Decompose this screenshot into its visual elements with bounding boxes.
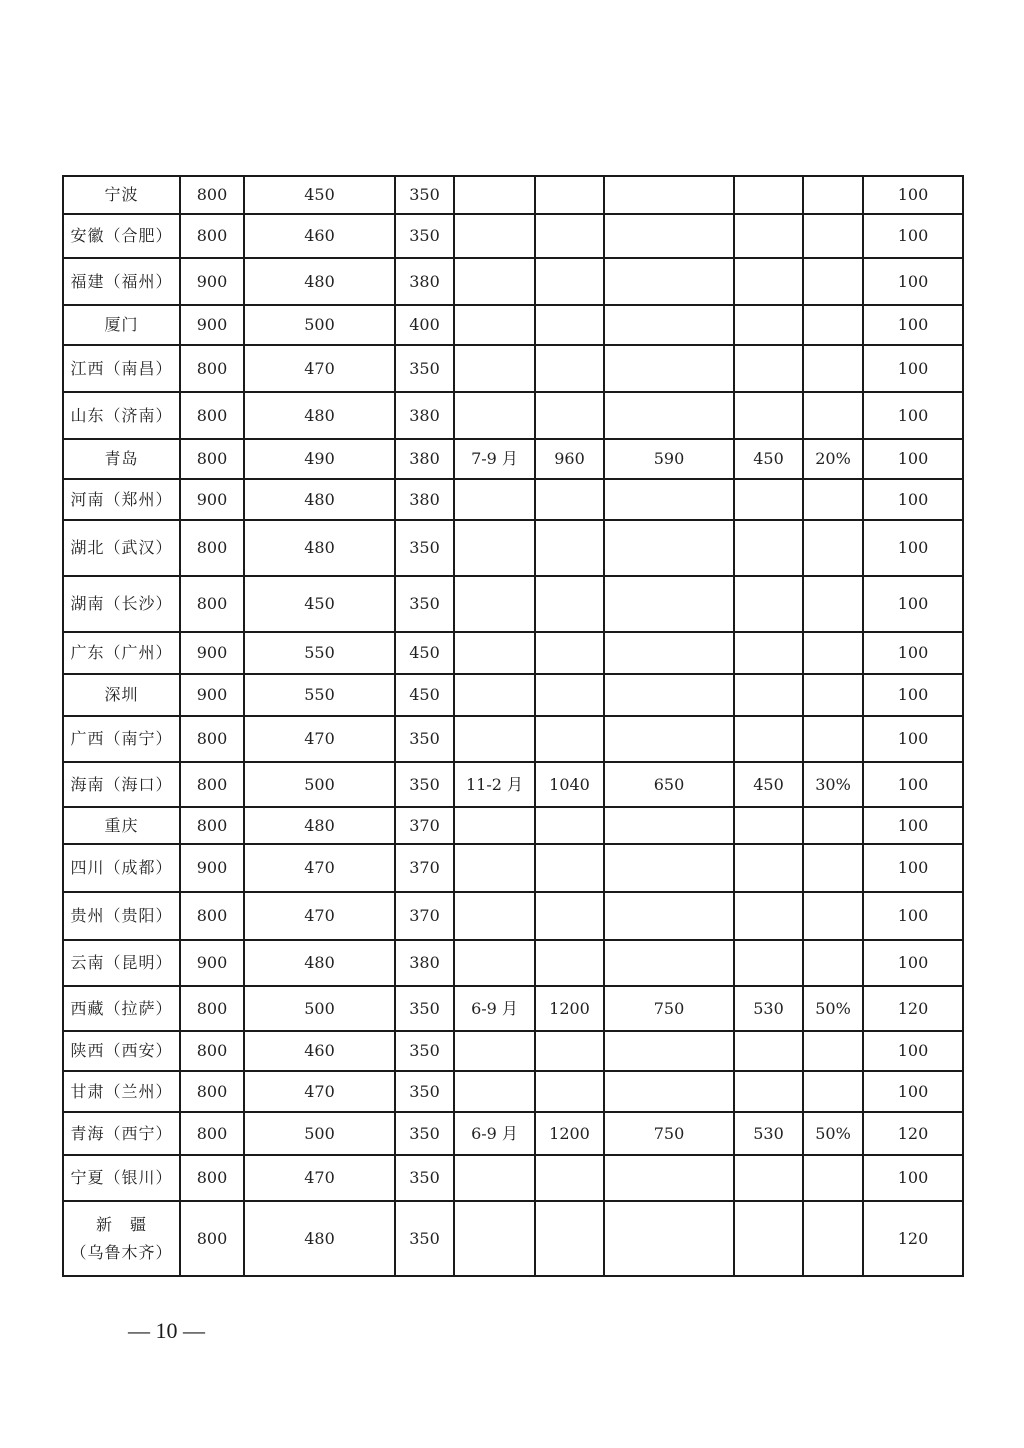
table-row: [63, 1112, 963, 1155]
cell-p1: [535, 1201, 604, 1276]
cell-p2: 750: [604, 1112, 734, 1155]
cell-c3: 380: [395, 479, 454, 520]
table-row: [63, 576, 963, 632]
table-row: [63, 439, 963, 479]
cell-pct: [803, 807, 863, 844]
city-name: 厦门: [104, 315, 139, 335]
cell-c2: 460: [244, 1031, 395, 1071]
city-name: 湖南（长沙）: [70, 594, 173, 614]
cell-c2: 470: [244, 1071, 395, 1112]
cell-c3: 450: [395, 632, 454, 674]
city-cell: [63, 258, 180, 305]
cell-c3: 350: [395, 345, 454, 392]
city-cell: [63, 807, 180, 844]
cell-p1: [535, 844, 604, 892]
cell-p2: [604, 892, 734, 940]
cell-last: 100: [863, 520, 963, 576]
city-cell: [63, 345, 180, 392]
cell-c1: 900: [180, 258, 244, 305]
rates-table: [62, 175, 964, 1277]
table-row: [63, 392, 963, 439]
city-name: 山东（济南）: [70, 405, 173, 425]
cell-period: [454, 844, 535, 892]
cell-period: [454, 1201, 535, 1276]
city-name: 广东（广州）: [70, 643, 173, 663]
cell-c2: 470: [244, 345, 395, 392]
cell-p1: [535, 807, 604, 844]
cell-p3: [734, 576, 803, 632]
cell-period: [454, 940, 535, 986]
city-cell: [63, 392, 180, 439]
city-cell: [63, 305, 180, 345]
cell-c1: 800: [180, 716, 244, 762]
cell-p2: [604, 258, 734, 305]
cell-p3: [734, 176, 803, 214]
cell-p3: [734, 520, 803, 576]
city-name: 宁波: [104, 185, 139, 205]
cell-p3: [734, 479, 803, 520]
cell-c3: 350: [395, 986, 454, 1031]
cell-p2: [604, 674, 734, 716]
cell-c3: 370: [395, 892, 454, 940]
cell-p2: [604, 176, 734, 214]
cell-p2: [604, 576, 734, 632]
cell-p1: [535, 632, 604, 674]
city-name: 河南（郑州）: [70, 489, 173, 509]
cell-c2: 450: [244, 576, 395, 632]
cell-c2: 500: [244, 305, 395, 345]
cell-c1: 800: [180, 1031, 244, 1071]
cell-p3: [734, 1071, 803, 1112]
city-cell: [63, 520, 180, 576]
cell-pct: 50%: [803, 1112, 863, 1155]
cell-c1: 900: [180, 632, 244, 674]
city-cell: [63, 576, 180, 632]
table-row: [63, 940, 963, 986]
cell-c3: 380: [395, 439, 454, 479]
cell-last: 100: [863, 176, 963, 214]
cell-c2: 550: [244, 674, 395, 716]
cell-c2: 480: [244, 1201, 395, 1276]
cell-c2: 480: [244, 520, 395, 576]
cell-pct: [803, 258, 863, 305]
cell-p1: [535, 305, 604, 345]
cell-p1: [535, 716, 604, 762]
cell-period: [454, 345, 535, 392]
cell-period: [454, 807, 535, 844]
cell-p1: 1040: [535, 762, 604, 807]
city-cell: [63, 632, 180, 674]
cell-p1: [535, 479, 604, 520]
cell-period: [454, 520, 535, 576]
cell-p2: [604, 1071, 734, 1112]
cell-period: 6-9 月: [454, 1112, 535, 1155]
cell-c2: 460: [244, 214, 395, 258]
cell-p3: [734, 258, 803, 305]
cell-p3: [734, 892, 803, 940]
cell-p3: [734, 807, 803, 844]
cell-c2: 470: [244, 716, 395, 762]
city-cell: [63, 892, 180, 940]
cell-period: [454, 392, 535, 439]
cell-c2: 470: [244, 1155, 395, 1201]
cell-p1: [535, 1071, 604, 1112]
cell-last: 100: [863, 214, 963, 258]
cell-c2: 470: [244, 844, 395, 892]
cell-c3: 350: [395, 762, 454, 807]
cell-c1: 800: [180, 986, 244, 1031]
cell-period: [454, 1155, 535, 1201]
city-cell: [63, 1071, 180, 1112]
cell-c1: 800: [180, 520, 244, 576]
cell-pct: [803, 520, 863, 576]
cell-c1: 800: [180, 214, 244, 258]
city-name: 海南（海口）: [70, 774, 173, 794]
cell-last: 100: [863, 762, 963, 807]
cell-p2: [604, 1201, 734, 1276]
cell-pct: [803, 892, 863, 940]
cell-period: 11-2 月: [454, 762, 535, 807]
cell-period: [454, 576, 535, 632]
table-row: [63, 1155, 963, 1201]
cell-last: 100: [863, 716, 963, 762]
city-name: 安徽（合肥）: [70, 226, 173, 246]
cell-pct: [803, 1031, 863, 1071]
cell-p1: 960: [535, 439, 604, 479]
cell-last: 120: [863, 1112, 963, 1155]
table-row: [63, 844, 963, 892]
cell-p3: [734, 940, 803, 986]
cell-c3: 350: [395, 176, 454, 214]
cell-last: 100: [863, 345, 963, 392]
city-name: 新 疆: [95, 1215, 147, 1235]
city-cell: [63, 986, 180, 1031]
cell-pct: [803, 392, 863, 439]
cell-p2: [604, 305, 734, 345]
cell-last: 100: [863, 844, 963, 892]
city-cell: [63, 214, 180, 258]
cell-p3: [734, 1155, 803, 1201]
cell-c2: 480: [244, 940, 395, 986]
city-name: 西藏（拉萨）: [70, 998, 173, 1018]
cell-c1: 800: [180, 1112, 244, 1155]
cell-c3: 350: [395, 1071, 454, 1112]
cell-last: 100: [863, 1155, 963, 1201]
cell-c1: 800: [180, 762, 244, 807]
cell-c3: 350: [395, 214, 454, 258]
cell-pct: [803, 1201, 863, 1276]
cell-c2: 480: [244, 258, 395, 305]
cell-p3: [734, 345, 803, 392]
cell-p1: [535, 576, 604, 632]
cell-p1: [535, 258, 604, 305]
cell-c1: 800: [180, 1201, 244, 1276]
cell-p1: [535, 392, 604, 439]
cell-p2: [604, 716, 734, 762]
table-row: [63, 1031, 963, 1071]
cell-p2: [604, 479, 734, 520]
cell-period: [454, 214, 535, 258]
cell-p2: [604, 632, 734, 674]
cell-period: [454, 1071, 535, 1112]
cell-last: 100: [863, 940, 963, 986]
cell-p2: [604, 520, 734, 576]
cell-c2: 480: [244, 392, 395, 439]
table-row: [63, 258, 963, 305]
cell-last: 100: [863, 632, 963, 674]
city-name: 四川（成都）: [70, 858, 173, 878]
table-row: [63, 214, 963, 258]
cell-c3: 350: [395, 716, 454, 762]
table-row: [63, 807, 963, 844]
cell-period: [454, 674, 535, 716]
cell-p3: [734, 1201, 803, 1276]
cell-last: 100: [863, 439, 963, 479]
cell-p3: 450: [734, 439, 803, 479]
cell-pct: [803, 1071, 863, 1112]
cell-c2: 480: [244, 807, 395, 844]
cell-pct: [803, 1155, 863, 1201]
city-name: 江西（南昌）: [70, 358, 173, 378]
cell-p3: [734, 632, 803, 674]
cell-p2: [604, 214, 734, 258]
cell-p2: [604, 844, 734, 892]
cell-pct: [803, 479, 863, 520]
cell-c1: 900: [180, 305, 244, 345]
city-cell: [63, 716, 180, 762]
city-name: 深圳: [104, 685, 139, 705]
cell-p3: [734, 674, 803, 716]
city-cell: [63, 844, 180, 892]
cell-c3: 380: [395, 940, 454, 986]
cell-pct: [803, 844, 863, 892]
city-cell: [63, 439, 180, 479]
table-row: [63, 716, 963, 762]
cell-c2: 450: [244, 176, 395, 214]
cell-period: [454, 892, 535, 940]
cell-p1: [535, 214, 604, 258]
city-name: 青海（西宁）: [70, 1123, 173, 1143]
city-name: 福建（福州）: [70, 271, 173, 291]
cell-p1: [535, 1155, 604, 1201]
cell-last: 100: [863, 892, 963, 940]
cell-p2: [604, 807, 734, 844]
cell-period: [454, 305, 535, 345]
cell-p3: [734, 214, 803, 258]
cell-c2: 470: [244, 892, 395, 940]
page-number: — 10 —: [128, 1318, 205, 1343]
cell-c2: 490: [244, 439, 395, 479]
cell-last: 100: [863, 305, 963, 345]
cell-c3: 400: [395, 305, 454, 345]
cell-period: 7-9 月: [454, 439, 535, 479]
city-cell: [63, 1201, 180, 1276]
city-name: 广西（南宁）: [70, 729, 173, 749]
cell-last: 120: [863, 986, 963, 1031]
cell-c3: 350: [395, 1201, 454, 1276]
cell-p2: 650: [604, 762, 734, 807]
cell-c2: 500: [244, 986, 395, 1031]
cell-period: [454, 632, 535, 674]
cell-pct: [803, 632, 863, 674]
cell-c1: 800: [180, 576, 244, 632]
cell-last: 100: [863, 1031, 963, 1071]
cell-pct: [803, 305, 863, 345]
cell-c3: 350: [395, 1112, 454, 1155]
city-name-line2: （乌鲁木齐）: [70, 1242, 173, 1262]
cell-last: 100: [863, 576, 963, 632]
cell-c3: 350: [395, 520, 454, 576]
city-cell: [63, 762, 180, 807]
cell-p2: [604, 1031, 734, 1071]
cell-p3: 530: [734, 986, 803, 1031]
cell-p2: 750: [604, 986, 734, 1031]
cell-c1: 800: [180, 1155, 244, 1201]
cell-last: 100: [863, 1071, 963, 1112]
cell-c1: 800: [180, 892, 244, 940]
cell-c1: 800: [180, 1071, 244, 1112]
cell-period: [454, 176, 535, 214]
table-row: [63, 176, 963, 214]
city-cell: [63, 674, 180, 716]
cell-p1: 1200: [535, 1112, 604, 1155]
city-cell: [63, 1112, 180, 1155]
table-row: [63, 479, 963, 520]
table-row: [63, 1201, 963, 1276]
cell-c1: 900: [180, 674, 244, 716]
city-name: 云南（昆明）: [70, 953, 173, 973]
cell-c1: 800: [180, 176, 244, 214]
cell-p3: [734, 1031, 803, 1071]
table-row: [63, 892, 963, 940]
table-row: [63, 520, 963, 576]
city-cell: [63, 940, 180, 986]
cell-p2: [604, 392, 734, 439]
cell-pct: [803, 716, 863, 762]
cell-p3: [734, 844, 803, 892]
table-row: [63, 762, 963, 807]
cell-last: 100: [863, 258, 963, 305]
cell-pct: [803, 674, 863, 716]
cell-c3: 370: [395, 807, 454, 844]
cell-pct: 50%: [803, 986, 863, 1031]
table-row: [63, 632, 963, 674]
cell-last: 120: [863, 1201, 963, 1276]
cell-period: [454, 716, 535, 762]
cell-pct: 30%: [803, 762, 863, 807]
cell-p3: 530: [734, 1112, 803, 1155]
rates-table-body: [63, 176, 963, 1276]
city-cell: [63, 1155, 180, 1201]
cell-c3: 350: [395, 576, 454, 632]
city-name: 陕西（西安）: [70, 1041, 173, 1061]
cell-c3: 370: [395, 844, 454, 892]
city-cell: [63, 1031, 180, 1071]
cell-c2: 500: [244, 1112, 395, 1155]
cell-pct: [803, 214, 863, 258]
cell-p1: [535, 892, 604, 940]
city-name: 甘肃（兰州）: [70, 1081, 173, 1101]
city-cell: [63, 176, 180, 214]
cell-period: [454, 479, 535, 520]
city-name: 贵州（贵阳）: [70, 906, 173, 926]
cell-c1: 900: [180, 479, 244, 520]
city-name: 青岛: [104, 449, 139, 469]
cell-c1: 800: [180, 392, 244, 439]
cell-p1: [535, 345, 604, 392]
cell-c1: 900: [180, 940, 244, 986]
table-row: [63, 1071, 963, 1112]
cell-c1: 900: [180, 844, 244, 892]
cell-p1: [535, 1031, 604, 1071]
cell-p1: 1200: [535, 986, 604, 1031]
cell-c2: 500: [244, 762, 395, 807]
cell-p3: [734, 716, 803, 762]
cell-pct: [803, 176, 863, 214]
cell-pct: [803, 576, 863, 632]
city-name: 重庆: [104, 815, 139, 835]
cell-last: 100: [863, 479, 963, 520]
table-row: [63, 674, 963, 716]
cell-last: 100: [863, 674, 963, 716]
cell-p2: [604, 940, 734, 986]
city-cell: [63, 479, 180, 520]
cell-c3: 380: [395, 392, 454, 439]
city-name: 宁夏（银川）: [70, 1168, 173, 1188]
cell-period: [454, 258, 535, 305]
cell-c3: 350: [395, 1155, 454, 1201]
cell-pct: [803, 940, 863, 986]
cell-c3: 380: [395, 258, 454, 305]
cell-c2: 550: [244, 632, 395, 674]
city-name: 湖北（武汉）: [70, 538, 173, 558]
cell-c3: 450: [395, 674, 454, 716]
cell-p1: [535, 674, 604, 716]
cell-last: 100: [863, 392, 963, 439]
cell-c3: 350: [395, 1031, 454, 1071]
cell-p2: [604, 1155, 734, 1201]
cell-p2: [604, 345, 734, 392]
cell-p1: [535, 940, 604, 986]
table-row: [63, 345, 963, 392]
cell-pct: 20%: [803, 439, 863, 479]
cell-p1: [535, 520, 604, 576]
cell-c2: 480: [244, 479, 395, 520]
cell-p3: [734, 392, 803, 439]
cell-p1: [535, 176, 604, 214]
cell-p3: [734, 305, 803, 345]
cell-period: [454, 1031, 535, 1071]
cell-c1: 800: [180, 345, 244, 392]
table-row: [63, 986, 963, 1031]
cell-p3: 450: [734, 762, 803, 807]
table-row: [63, 305, 963, 345]
cell-last: 100: [863, 807, 963, 844]
cell-c1: 800: [180, 807, 244, 844]
cell-p2: 590: [604, 439, 734, 479]
cell-c1: 800: [180, 439, 244, 479]
cell-pct: [803, 345, 863, 392]
cell-period: 6-9 月: [454, 986, 535, 1031]
